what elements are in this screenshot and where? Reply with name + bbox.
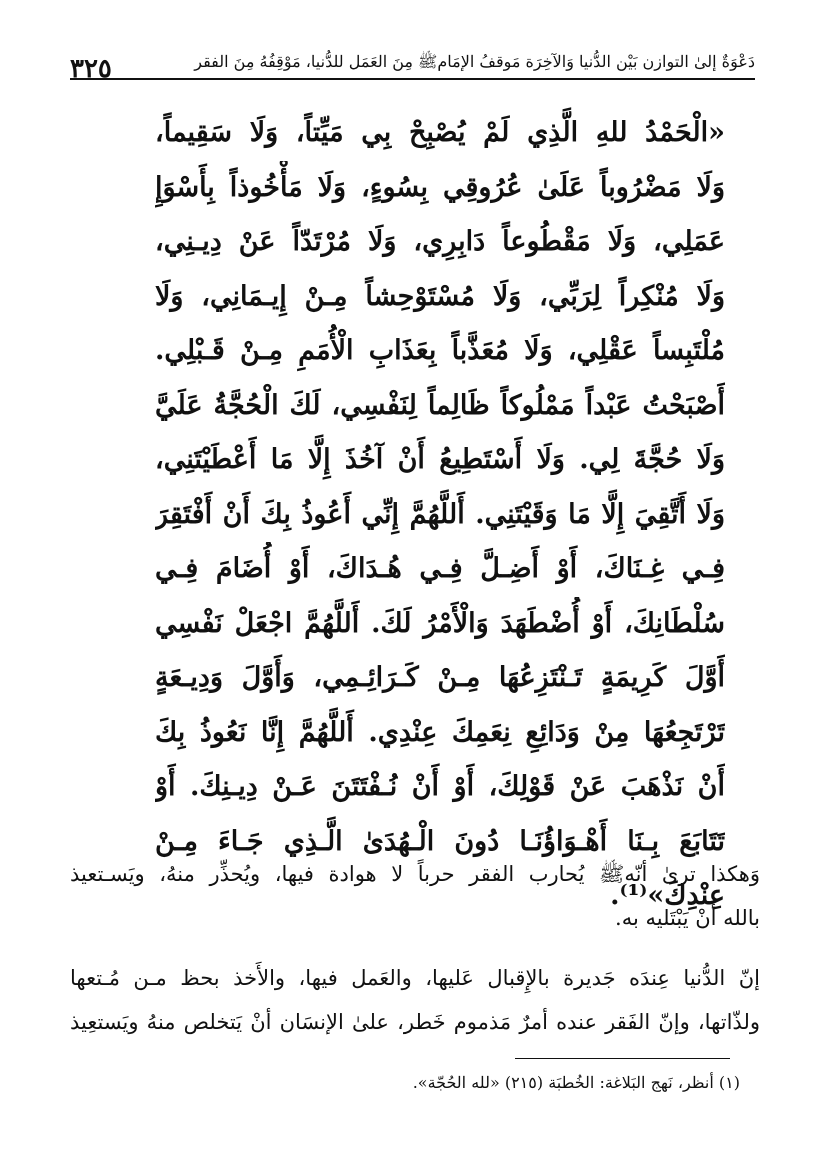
paragraph-line: بالله أَنْ يَبْتَليه به. — [615, 906, 760, 930]
paragraph-line: ولذّاتها، وإنّ الفَقر عنده أمرٌ مَذموم خَطر، علىٰ الإنسَان أنْ يَتخلص منهُ ويَستعِيذ — [70, 1010, 760, 1034]
paragraph-line: وَهكذا ترىٰ أنّهﷺ يُحارب الفقر حرباً لا هوادة فيها، ويُحذِّر منهُ، ويَسـتعيذ — [70, 862, 760, 886]
quote-line: وَلَا حُجَّةَ لِي. وَلَا أَسْتَطِيعُ أَنْ آخُذَ إِلَّا مَا أَعْطَيْتَنِي، — [155, 444, 725, 475]
footnote: (١) أنظر، نَهج البَلاغة: الخُطبَة (٢١٥) «لله الحُجّة». — [412, 1073, 740, 1092]
quote-line: «الْحَمْدُ للهِ الَّذِي لَمْ يُصْبِحْ بِي مَيِّتاً، وَلَا سَقِيماً، — [155, 117, 725, 148]
quote-line: أَنْ نَذْهَبَ عَنْ قَوْلِكَ، أَوْ أَنْ نُـفْتَتَنَ عَـنْ دِيـنِكَ. أَوْ — [155, 771, 725, 802]
page-number: ٣٢٥ — [70, 54, 112, 84]
supplication-quote — [155, 106, 725, 924]
running-header — [70, 40, 755, 84]
quote-line: وَلَا أَتَّقِيَ إِلَّا مَا وَقَيْتَنِي. أَللَّهُمَّ إِنِّي أَعُوذُ بِكَ أَنْ أَفْتَقِرَ — [155, 498, 725, 530]
quote-line: وَلَا مَضْرُوباً عَلَىٰ عُرُوقِي بِسُوءٍ، وَلَا مَأْخُوذاً بِأَسْوَإِ — [155, 171, 725, 203]
paragraph-line: إنّ الدُّنيا عِندَه جَديرة بالإِقبال عَليها، والعَمل فيها، والأَخذ بحظ مـن مُـتعها — [70, 966, 760, 990]
body-text — [70, 852, 760, 1044]
quote-line: فِـي غِـنَاكَ، أَوْ أَضِـلَّ فِـي هُـدَاكَ، أَوْ أُضَامَ فِـي — [155, 553, 725, 584]
header-rule — [70, 78, 755, 80]
paragraph — [70, 956, 760, 1044]
quote-line: أَوَّلَ كَرِيمَةٍ تَـنْتَزِعُهَا مِـنْ كَـرَائِـمِي، وَأَوَّلَ وَدِيـعَةٍ — [155, 662, 725, 693]
paragraph-gap — [70, 940, 760, 956]
quote-line: تَتَابَعَ بِـنَا أَهْـوَاؤُنَـا دُونَ الْـهُدَىٰ الَّـذِي جَـاءَ مِـنْ — [155, 825, 725, 857]
footnote-rule — [515, 1058, 730, 1059]
quote-line: مُلْتَبِساً عَقْلِي، وَلَا مُعَذَّباً بِعَذَابِ الْأُمَمِ مِـنْ قَـبْلِي. — [155, 335, 725, 366]
quote-line: أَصْبَحْتُ عَبْداً مَمْلُوكاً ظَالِماً لِنَفْسِي، لَكَ الْحُجَّةُ عَلَيَّ — [155, 389, 725, 421]
quote-line: تَرْتَجِعُهَا مِنْ وَدَائِعِ نِعَمِكَ عِنْدِي. أَللَّهُمَّ إِنَّا نَعُوذُ بِكَ — [155, 716, 725, 748]
paragraph — [70, 852, 760, 940]
quote-line: عِنْدِكَ»⁽¹⁾. — [610, 880, 725, 911]
running-head-title: دَعْوَةٌ إلىٰ التوازن بَيْن الدُّنيا وَالآخِرَة مَوقفُ الإمَامﷺ مِنَ العَمَل للدُّنيا، مَوْقِفُهُ مِنَ الفقر — [194, 52, 755, 71]
quote-line: عَمَلِي، وَلَا مَقْطُوعاً دَابِرِي، وَلَا مُرْتَدّاً عَنْ دِيـنِي، — [155, 226, 725, 257]
quote-line: وَلَا مُنْكِراً لِرَبِّي، وَلَا مُسْتَوْحِشاً مِـنْ إِيـمَانِي، وَلَا — [155, 280, 725, 312]
quote-line: سُلْطَانِكَ، أَوْ أُضْطَهَدَ وَالْأَمْرُ لَكَ. أَللَّهُمَّ اجْعَلْ نَفْسِي — [155, 607, 725, 639]
